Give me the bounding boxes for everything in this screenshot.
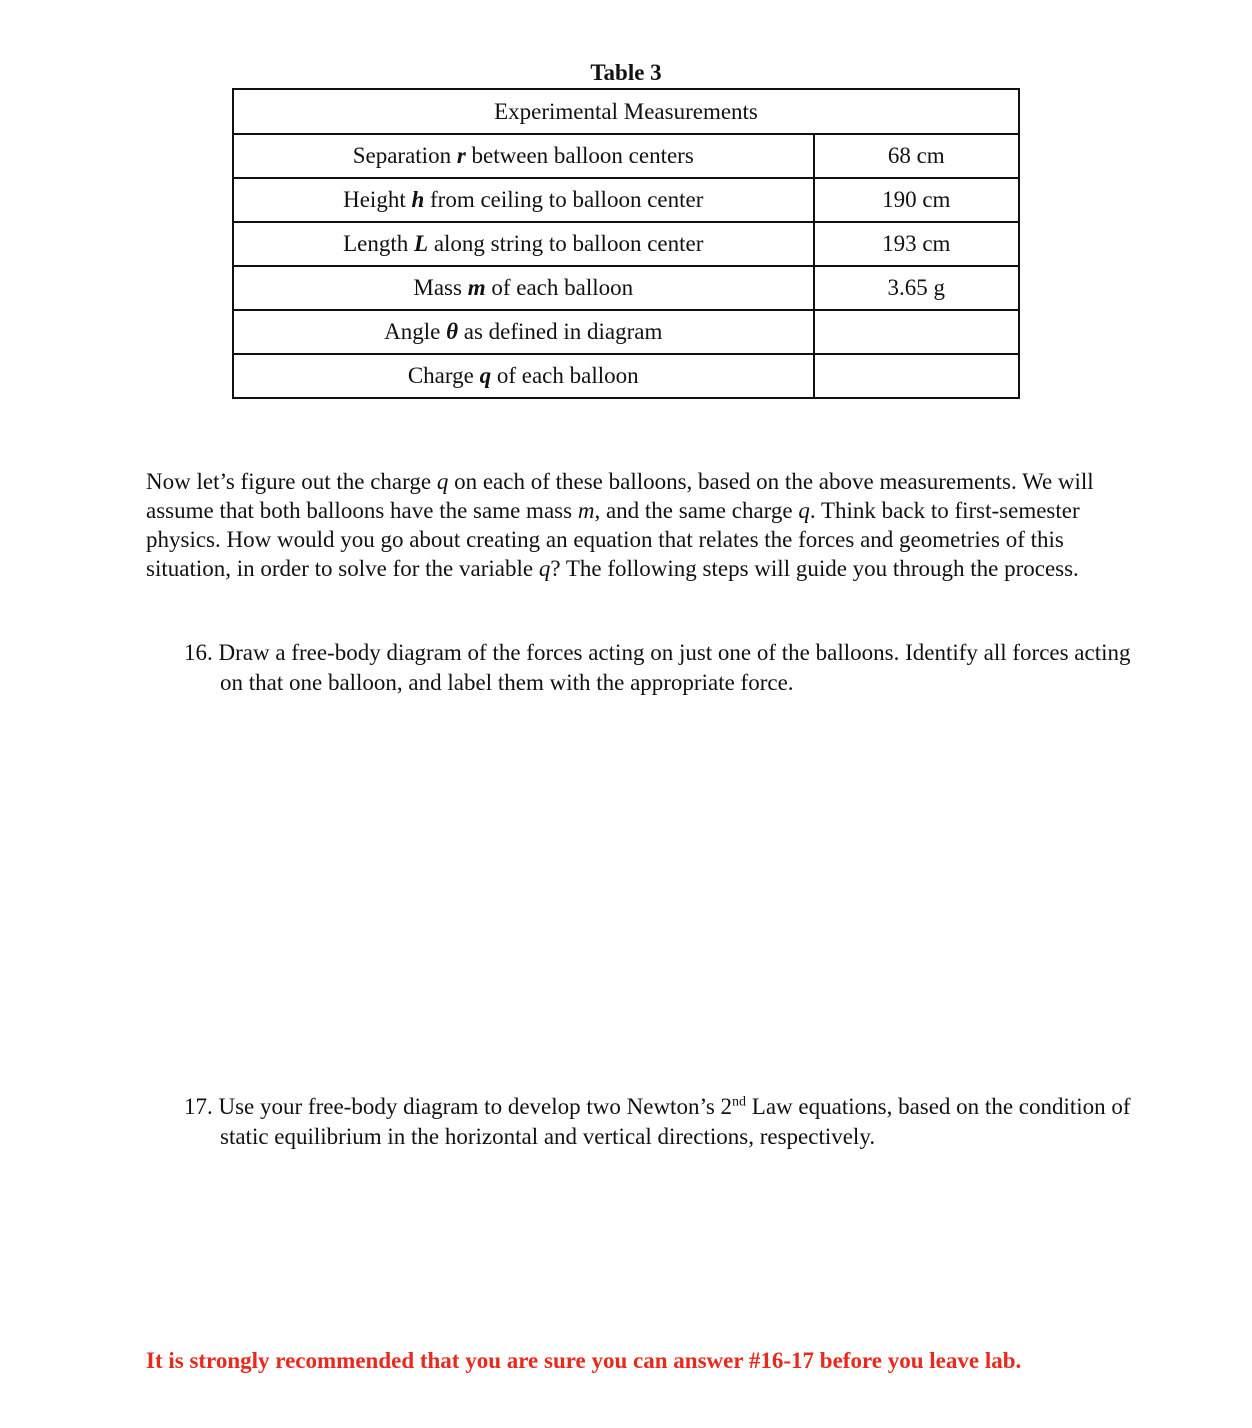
table-row	[233, 310, 1019, 354]
table-row	[233, 266, 1019, 310]
table-header-row	[233, 89, 1019, 134]
table-row	[233, 222, 1019, 266]
row-label-length: Length L along string to balloon center	[233, 222, 814, 266]
row-value-mass: 3.65 g	[814, 266, 1020, 310]
table-row	[233, 354, 1019, 398]
row-value-angle	[814, 310, 1020, 354]
question-text: Use your free-body diagram to develop two Newton’s 2nd Law equations, based on the condition of static equilibrium in the horizontal and vertical directions, respectively.	[218, 1094, 1131, 1149]
row-label-mass: Mass m of each balloon	[233, 266, 814, 310]
table-title: Table 3	[590, 60, 662, 85]
table-header: Experimental Measurements	[233, 89, 1019, 134]
row-label-height: Height h from ceiling to balloon center	[233, 178, 814, 222]
question-number: 17.	[184, 1094, 213, 1119]
table-row	[233, 134, 1019, 178]
question-16	[184, 638, 1154, 698]
intro-paragraph: Now let’s figure out the charge q on each of these balloons, based on the above measurements. We will assume that both balloons have the same mass m, and the same charge q. Think back to first-semester physics. How would you go about creating an equation that relates the forces and geometries of this situation, in order to solve for the variable q? The following steps will guide you through the process.	[146, 469, 1094, 581]
row-value-height: 190 cm	[814, 178, 1020, 222]
row-value-charge	[814, 354, 1020, 398]
measurements-table	[232, 88, 1020, 399]
row-value-separation: 68 cm	[814, 134, 1020, 178]
row-label-angle: Angle θ as defined in diagram	[233, 310, 814, 354]
question-17	[184, 1092, 1154, 1152]
question-text: Draw a free-body diagram of the forces acting on just one of the balloons. Identify all forces acting on that one balloon, and label them with the appropriate force.	[218, 640, 1131, 695]
table-row	[233, 178, 1019, 222]
recommendation-note: It is strongly recommended that you are sure you can answer #16-17 before you leave lab.	[146, 1348, 1022, 1373]
row-label-charge: Charge q of each balloon	[233, 354, 814, 398]
question-number: 16.	[184, 640, 213, 665]
row-label-separation: Separation r between balloon centers	[233, 134, 814, 178]
row-value-length: 193 cm	[814, 222, 1020, 266]
